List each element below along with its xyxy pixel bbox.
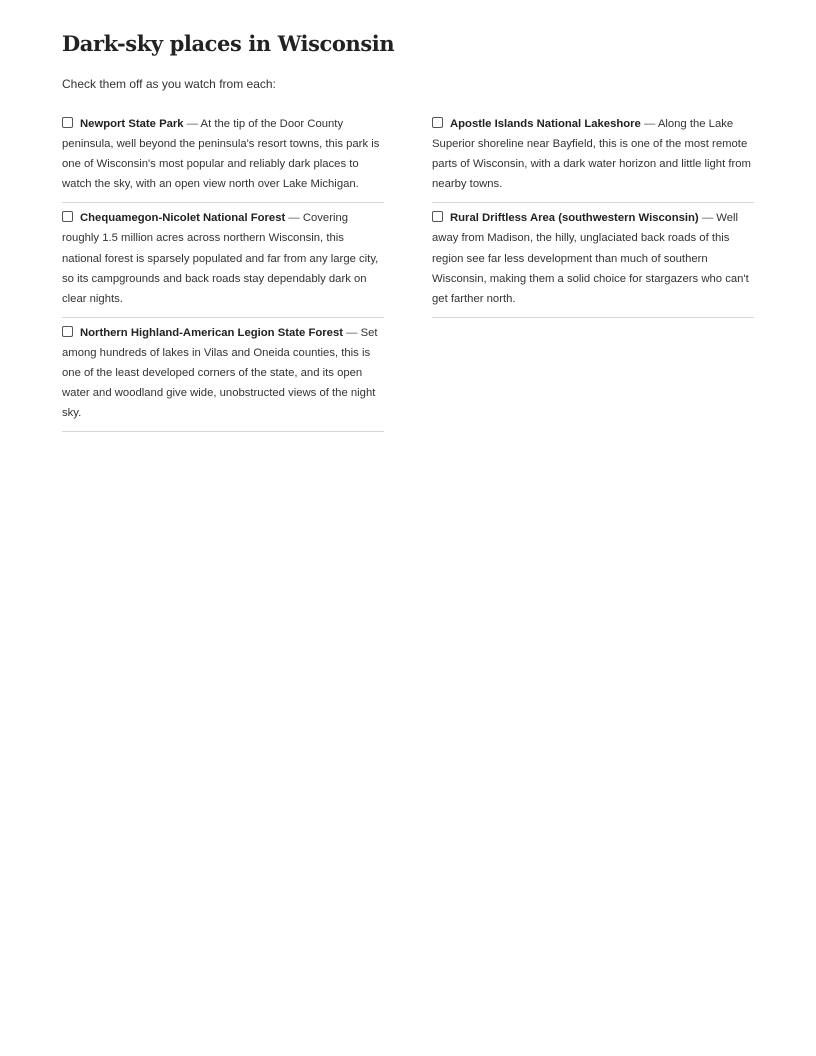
page-title: Dark-sky places in Wisconsin: [62, 31, 395, 56]
separator: —: [701, 212, 714, 225]
checklist-column-right: [432, 113, 754, 436]
place-description: Covering roughly 1.5 million acres across northern Wisconsin, this national forest is sparsely populated and far from any large city, so its campgrounds and back roads stay dependably dark on clear nights.: [62, 212, 379, 305]
place-description: Set among hundreds of lakes in Vilas and Oneida counties, this is one of the least developed corners of the state, and its open water and woodland give wide, unobstructed views of the night sky.: [62, 326, 378, 420]
checkbox[interactable]: [62, 211, 73, 222]
checklist-column-left: [62, 113, 384, 436]
checklist-item: [62, 322, 384, 432]
checkbox[interactable]: [62, 117, 73, 128]
checkbox[interactable]: [62, 326, 73, 337]
intro-text: Check them off as you watch from each:: [62, 77, 276, 91]
separator: —: [644, 118, 656, 130]
checklist-item: [432, 207, 754, 317]
checkbox[interactable]: [432, 117, 443, 128]
checklist: [62, 113, 754, 436]
place-name: Apostle Islands National Lakeshore: [450, 118, 641, 130]
place-name: Northern Highland-American Legion State Forest: [80, 326, 343, 339]
checklist-item: [62, 207, 384, 317]
place-name: Newport State Park: [80, 118, 184, 130]
checklist-item: [432, 113, 754, 203]
separator: —: [346, 326, 358, 339]
place-description: Well away from Madison, the hilly, unglaciated back roads of this region see far less development than much of southern Wisconsin, making them a solid choice for stargazers who can't get farther north.: [432, 212, 749, 305]
checklist-item: [62, 113, 384, 203]
separator: —: [186, 118, 199, 130]
place-description: At the tip of the Door County peninsula, well beyond the peninsula's resort towns, this park is one of Wisconsin's most popular and reliably dark places to watch the sky, with an open view north over Lake Michigan.: [62, 118, 380, 191]
place-name: Chequamegon-Nicolet National Forest: [80, 212, 286, 225]
place-name: Rural Driftless Area (southwestern Wisconsin): [450, 212, 699, 225]
place-description: Along the Lake Superior shoreline near Bayfield, this is one of the most remote parts of Wisconsin, with a dark water horizon and little light from nearby towns.: [432, 118, 751, 191]
separator: —: [288, 212, 300, 225]
checkbox[interactable]: [432, 211, 443, 222]
